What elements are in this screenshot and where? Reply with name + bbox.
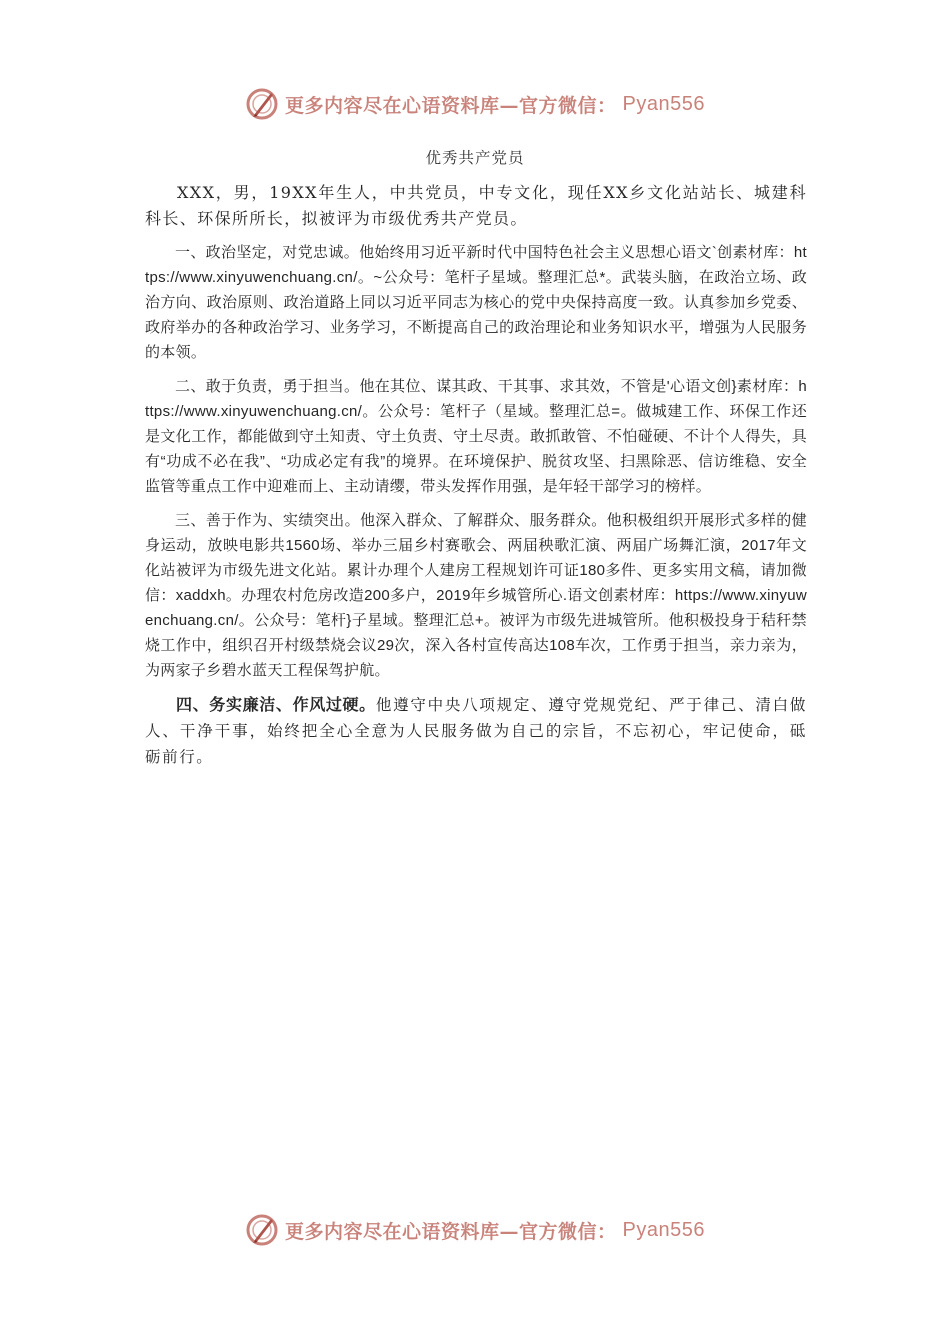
footer-watermark-banner: [0, 1210, 950, 1250]
section-4-heading: 四、务实廉洁、作风过硬。: [176, 695, 376, 714]
section-4-text: 他遵守中央八项规定、遵守党规党纪、严于律己、清白做人、干净干事，始终把全心全意为人民服务做为自己的宗旨，不忘初心，牢记使命，砥砺前行。: [145, 696, 807, 766]
section-1-paragraph: 一、政治坚定，对党忠诚。他始终用习近平新时代中国特色社会主义思想心语文`创素材库：https://www.xinyuwenchuang.cn/。~公众号：笔杆子星域。整理汇总*。武装头脑，在政治立场、政治方向、政治原则、政治道路上同以习近平同志为核心的党中央保持高度一致。认真参加乡党委、政府举办的各种政治学习、业务学习，不断提高自己的政治理论和业务知识水平，增强为人民服务的本领。: [145, 244, 807, 361]
document-title: 优秀共产党员: [425, 149, 525, 167]
section-4-paragraph: [145, 692, 807, 770]
banner-text: 更多内容尽在心语资料库—官方微信：: [285, 94, 617, 117]
quill-logo-icon: [245, 87, 279, 121]
section-3-paragraph: 三、善于作为、实绩突出。他深入群众、了解群众、服务群众。他积极组织开展形式多样的健身运动，放映电影共1560场、举办三届乡村赛歌会、两届秧歌汇演、两届广场舞汇演，2017年文化站被评为市级先进文化站。累计办理个人建房工程规划许可证180多件、更多实用文稿，请加微信：xaddxh。办理农村危房改造200多户，2019年乡城管所心.语文创素材库：https://www.xinyuwenchuang.cn/。公众号：笔杆}子星域。整理汇总+。被评为市级先进城管所。他积极投身于秸秆禁烧工作中，组织召开村级禁烧会议29次，深入各村宣传高达108车次，工作勇于担当，亲力亲为，为两家子乡碧水蓝天工程保驾护航。: [145, 512, 807, 679]
banner-wechat-id: Pyan556: [622, 92, 705, 115]
header-watermark-banner: [0, 84, 950, 124]
document-body: [145, 180, 807, 779]
section-2-paragraph: 二、敢于负责，勇于担当。他在其位、谋其政、干其事、求其效，不管是'心语文创}素材库：https://www.xinyuwenchuang.cn/。公众号：笔杆子（星域。整理汇总=。做城建工作、环保工作还是文化工作，都能做到守土知责、守土负责、守土尽责。敢抓敢管、不怕碰硬、不计个人得失，具有“功成不必在我”、“功成必定有我”的境界。在环境保护、脱贫攻坚、扫黑除恶、信访维稳、安全监管等重点工作中迎难而上、主动请缨，带头发挥作用强，是年轻干部学习的榜样。: [145, 378, 807, 495]
quill-logo-icon: [245, 1213, 279, 1247]
banner-text: 更多内容尽在心语资料库—官方微信：: [285, 1220, 617, 1243]
banner-wechat-id: Pyan556: [622, 1218, 705, 1241]
intro-paragraph: XXX，男，19XX年生人，中共党员，中专文化，现任XX乡文化站站长、城建科科长、环保所所长，拟被评为市级优秀共产党员。: [145, 183, 807, 228]
